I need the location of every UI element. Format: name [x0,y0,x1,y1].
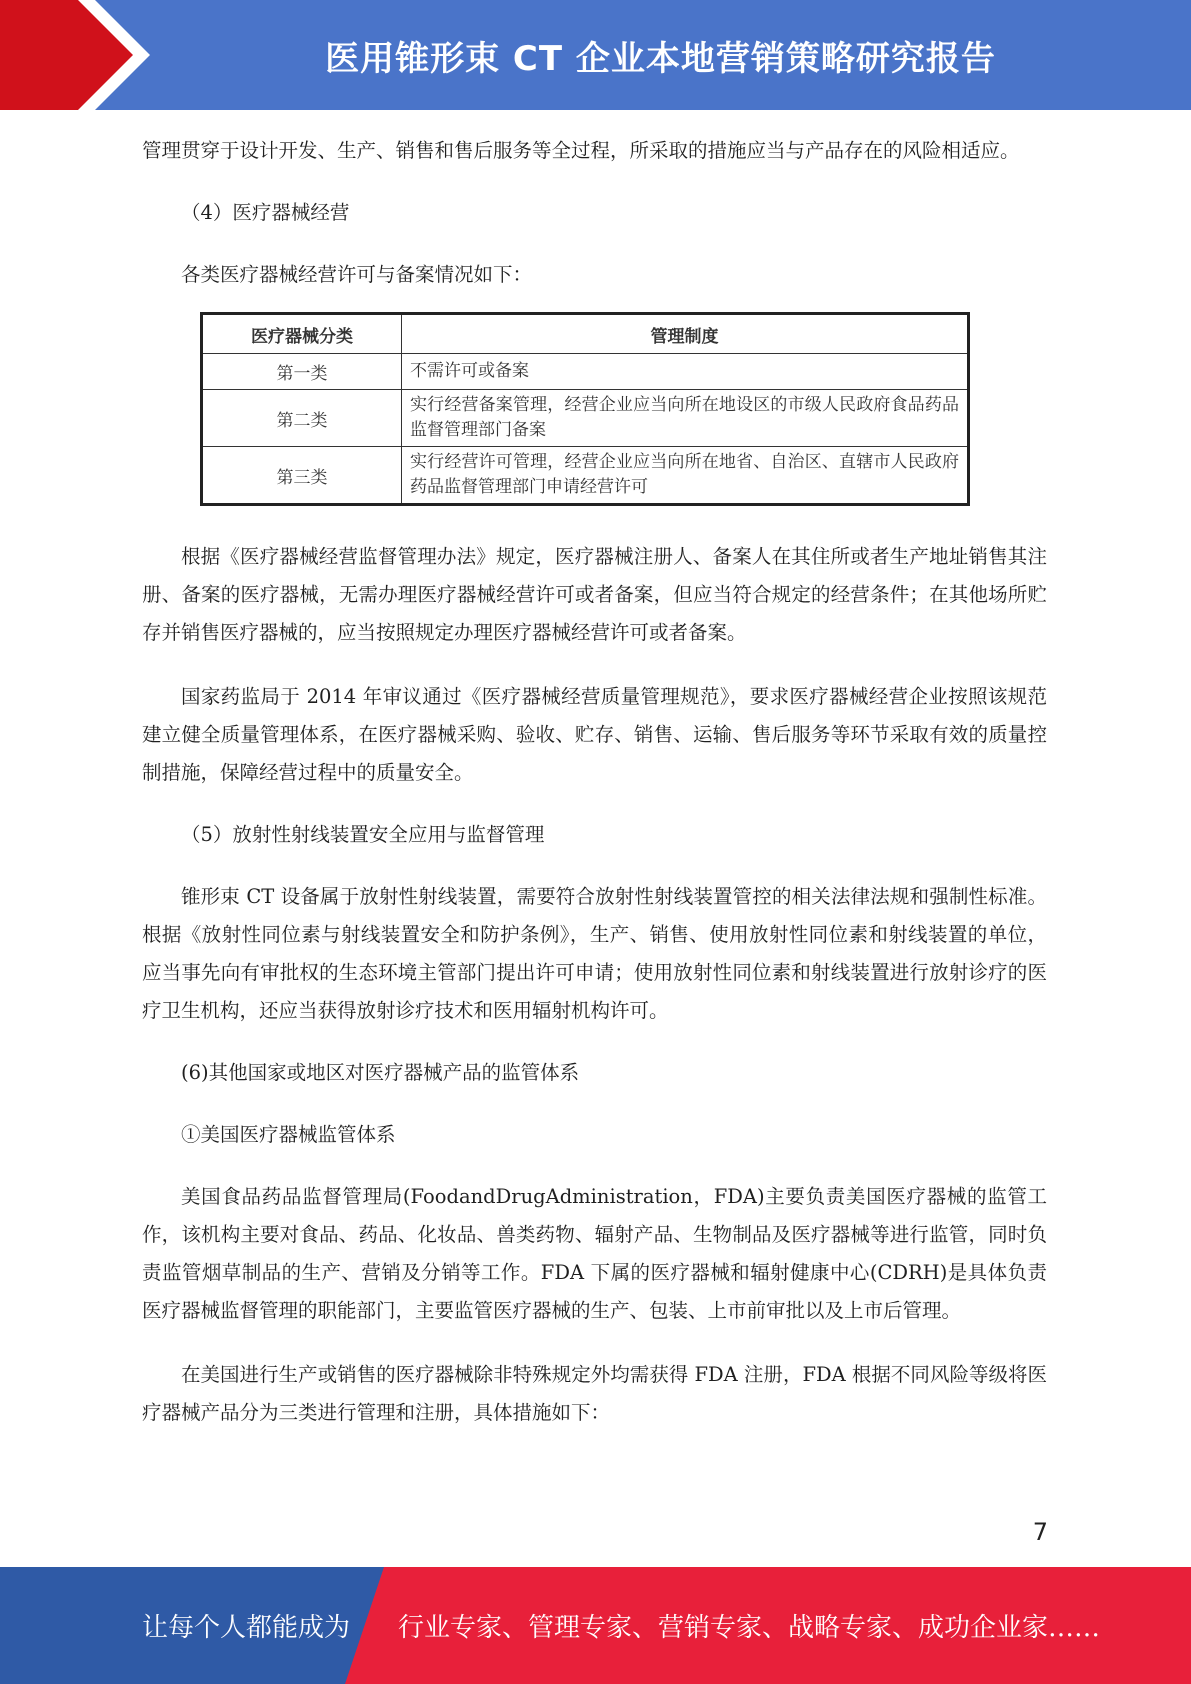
table-intro: 各类医疗器械经营许可与备案情况如下： [181,263,533,286]
paragraph-operation-rules: 根据《医疗器械经营监督管理办法》规定，医疗器械注册人、备案人在其住所或者生产地址销售其注册、备案的医疗器械，无需办理医疗器械经营许可或者备案，但应当符合规定的经营条件；在其他场所贮存并销售医疗器械的，应当按照规定办理医疗器械经营许可或者备案。 [142,545,1047,644]
table-header-category: 医疗器械分类 [202,314,402,354]
report-title: 医用锥形束 CT 企业本地营销策略研究报告 [325,38,996,79]
table-row [202,354,969,390]
paragraph-radiation: 锥形束 CT 设备属于放射性射线装置，需要符合放射性射线装置管控的相关法律法规和强制性标准。根据《放射性同位素与射线装置安全和防护条例》，生产、销售、使用放射性同位素和射线装置的单位，应当事先向有审批权的生态环境主管部门提出许可申请；使用放射性同位素和射线装置进行放射诊疗的医疗卫生机构，还应当获得放射诊疗技术和医用辐射机构许可。 [142,885,1047,1022]
footer-slogan-left: 让每个人都能成为 [142,1613,351,1643]
paragraph-fda-classes: 在美国进行生产或销售的医疗器械除非特殊规定外均需获得 FDA 注册，FDA 根据不同风险等级将医疗器械产品分为三类进行管理和注册，具体措施如下： [142,1363,1047,1424]
table-cell-rule: 实行经营许可管理，经营企业应当向所在地省、自治区、直辖市人民政府药品监督管理部门申请经营许可 [402,447,969,505]
header-arrow-decoration [0,0,160,110]
paragraph-fda: 美国食品药品监督管理局(FoodandDrugAdministration，FDA)主要负责美国医疗器械的监管工作，该机构主要对食品、药品、化妆品、兽类药物、辐射产品、生物制品及医疗器械等进行监管，同时负责监管烟草制品的生产、营销及分销等工作。FDA 下属的医疗器械和辐射健康中心(CDRH)是具体负责医疗器械监督管理的职能部门，主要监管医疗器械的生产、包装、上市前审批以及上市后管理。 [142,1185,1047,1322]
table-cell-category: 第一类 [202,354,402,390]
table-cell-category: 第二类 [202,390,402,447]
page-footer [0,1567,1191,1684]
license-table [200,312,970,506]
table-cell-rule: 不需许可或备案 [402,354,969,390]
subsection-heading-us: ①美国医疗器械监管体系 [181,1123,396,1146]
footer-slogan-right: 行业专家、管理专家、营销专家、战略专家、成功企业家…… [398,1613,1101,1643]
table-header-rule: 管理制度 [402,314,969,354]
page-number: 7 [1032,1518,1048,1546]
table-header-row [202,314,969,354]
table-row [202,447,969,505]
section-heading-6: (6)其他国家或地区对医疗器械产品的监管体系 [181,1061,580,1084]
table-cell-category: 第三类 [202,447,402,505]
section-heading-5: （5）放射性射线装置安全应用与监督管理 [181,823,545,846]
paragraph-quality-spec: 国家药监局于 2014 年审议通过《医疗器械经营质量管理规范》，要求医疗器械经营企业按照该规范建立健全质量管理体系，在医疗器械采购、验收、贮存、销售、运输、售后服务等环节采取有效的质量控制措施，保障经营过程中的质量安全。 [142,685,1047,784]
document-body [142,132,1047,1432]
table-cell-rule: 实行经营备案管理，经营企业应当向所在地设区的市级人民政府食品药品监督管理部门备案 [402,390,969,447]
paragraph-risk-management: 管理贯穿于设计开发、生产、销售和售后服务等全过程，所采取的措施应当与产品存在的风险相适应。 [142,139,1020,162]
section-heading-4: （4）医疗器械经营 [181,201,350,224]
table-row [202,390,969,447]
page-header [0,0,1191,110]
